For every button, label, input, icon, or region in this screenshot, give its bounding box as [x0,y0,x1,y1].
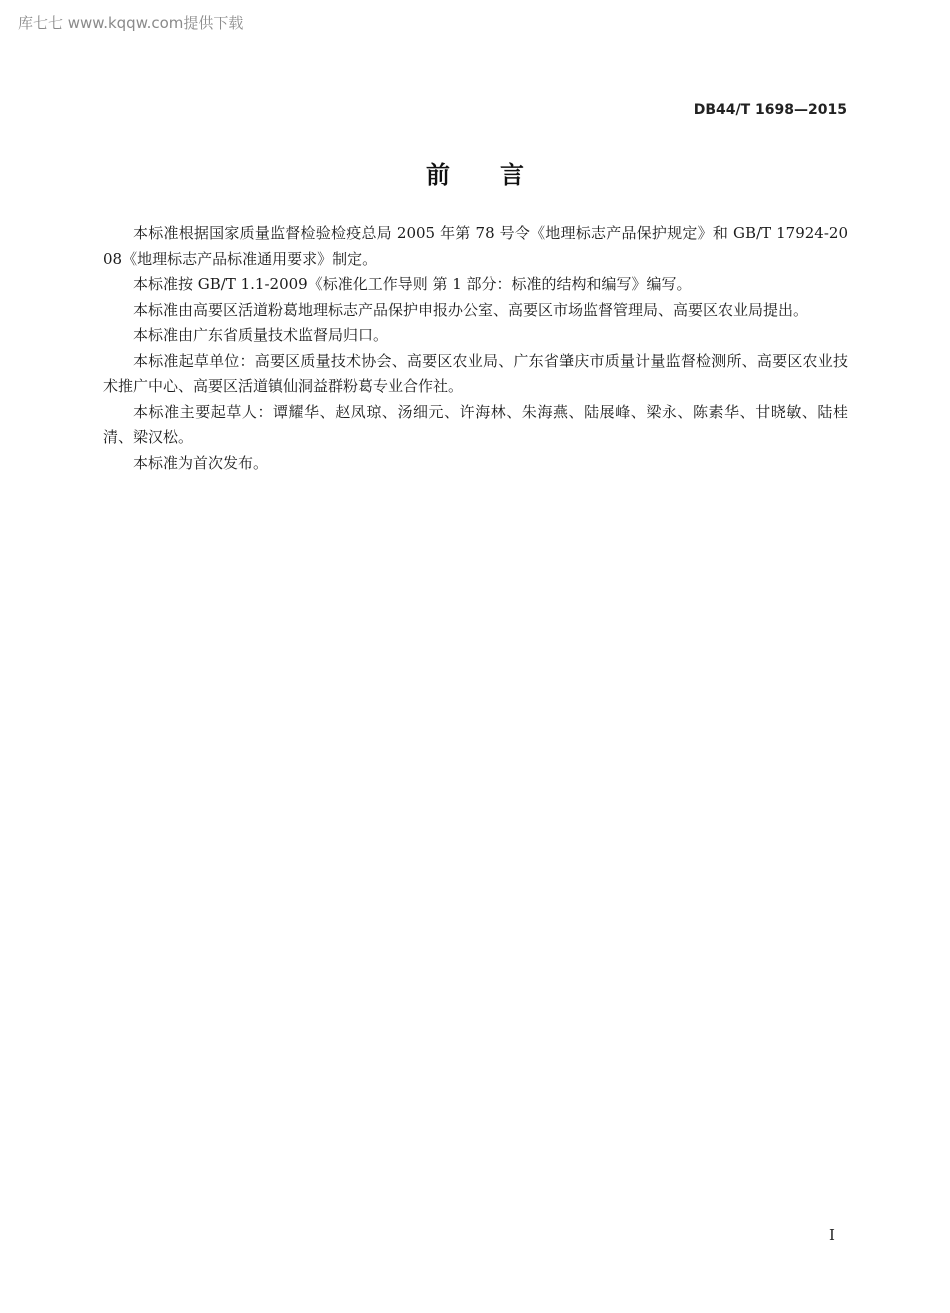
paragraph-3: 本标准由高要区活道粉葛地理标志产品保护申报办公室、高要区市场监督管理局、高要区农业局提出。 [133,300,809,319]
page-number: I [829,1226,835,1244]
paragraph-5: 本标准起草单位：高要区质量技术协会、高要区农业局、广东省肇庆市质量计量监督检测所、高要区农业技术推广中心、高要区活道镇仙洞益群粉葛专业合作社。 [103,351,848,395]
watermark-text: 库七七 www.kqqw.com提供下载 [18,14,244,32]
paragraph-1: 本标准根据国家质量监督检验检疫总局 2005 年第 78 号令《地理标志产品保护规定》和 GB/T 17924-2008《地理标志产品标准通用要求》制定。 [103,224,848,268]
foreword-body [103,221,848,476]
page-title: 前言 [426,161,574,189]
paragraph-7: 本标准为首次发布。 [133,453,269,472]
paragraph-6: 本标准主要起草人：谭耀华、赵凤琼、汤细元、许海林、朱海燕、陆展峰、梁永、陈素华、甘晓敏、陆桂清、梁汉松。 [103,402,848,446]
paragraph-4: 本标准由广东省质量技术监督局归口。 [133,326,389,344]
paragraph-2: 本标准按 GB/T 1.1-2009《标准化工作导则 第 1 部分：标准的结构和编写》编写。 [133,275,692,293]
standard-code: DB44/T 1698—2015 [693,102,847,118]
